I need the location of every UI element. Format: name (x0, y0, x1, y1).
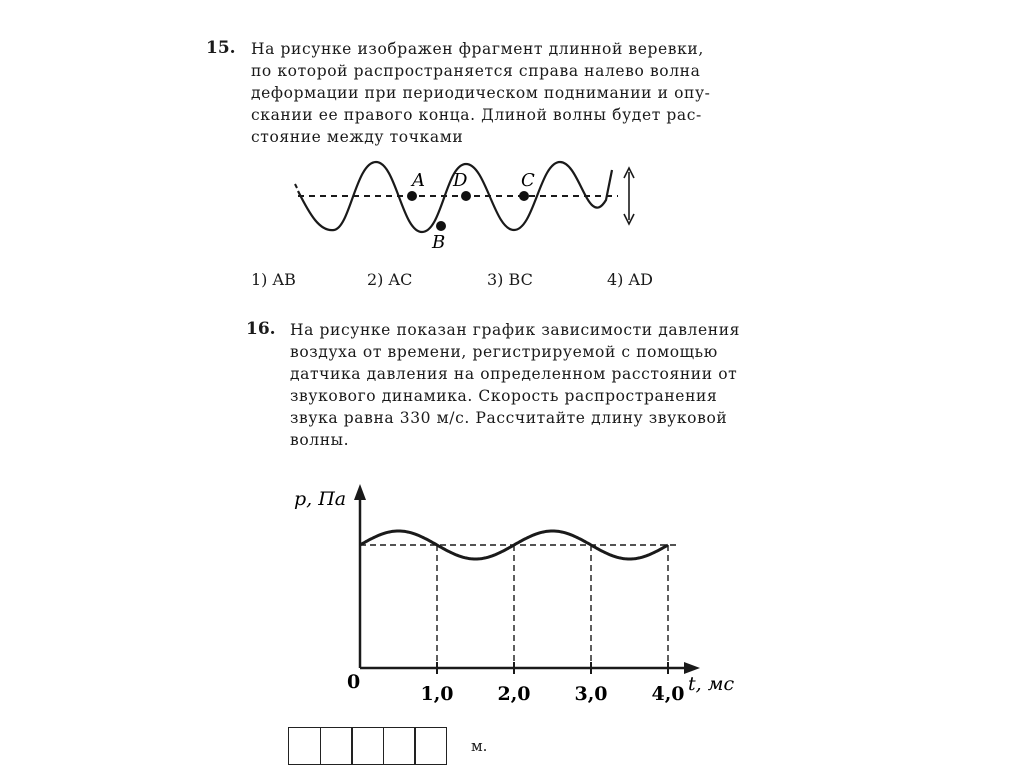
point-a-label: A (412, 170, 425, 191)
q15-line: деформации при периодическом поднимании и опу- (251, 84, 711, 102)
q16-line: На рисунке показан график зависимости давления (290, 321, 740, 339)
answer-cells[interactable] (288, 727, 446, 765)
q15-number: 15. (206, 38, 236, 58)
y-axis-arrow-icon (354, 484, 366, 500)
answer-cell[interactable] (383, 727, 416, 765)
q16-line: датчика давления на определенном расстоянии от (290, 365, 738, 383)
q15-line: На рисунке изображен фрагмент длинной веревки, (251, 40, 704, 58)
q15-option-4[interactable]: 4) AD (607, 270, 653, 289)
y-axis-label: p, Па (294, 488, 347, 510)
q15-option-3[interactable]: 3) BC (487, 270, 533, 289)
point-c (519, 191, 529, 201)
point-b-label: B (432, 232, 446, 253)
q15-line: по которой распространяется справа налево волна (251, 62, 701, 80)
q16-number: 16. (246, 319, 276, 339)
q15-line: скании ее правого конца. Длиной волны будет рас- (251, 106, 702, 124)
q16-line: звукового динамика. Скорость распространения (290, 387, 718, 405)
x-tick-label: 1,0 (420, 683, 454, 705)
answer-unit: м. (471, 737, 488, 755)
x-tick-label: 4,0 (651, 683, 685, 705)
x-axis-label: t, мс (688, 673, 735, 695)
answer-cell[interactable] (351, 727, 384, 765)
point-b (436, 221, 446, 231)
point-d-label: D (453, 170, 468, 191)
q15-option-1[interactable]: 1) AB (251, 270, 296, 289)
q16-line: волны. (290, 431, 350, 449)
pressure-chart (294, 484, 734, 705)
x-tick-label: 3,0 (574, 683, 608, 705)
point-c-label: C (521, 170, 535, 191)
answer-cell[interactable] (288, 727, 321, 765)
point-a (407, 191, 417, 201)
answer-cell[interactable] (320, 727, 353, 765)
origin-label: 0 (347, 671, 361, 693)
answer-cell[interactable] (414, 727, 447, 765)
q16-line: звука равна 330 м/с. Рассчитайте длину звуковой (290, 409, 728, 427)
q16-text (290, 319, 740, 451)
x-tick-label: 2,0 (497, 683, 531, 705)
q15-line: стояние между точками (251, 128, 464, 146)
point-d (461, 191, 471, 201)
q15-option-2[interactable]: 2) AC (367, 270, 413, 289)
q16-line: воздуха от времени, регистрируемой с помощью (290, 343, 718, 361)
rope-tail-mark (295, 184, 297, 188)
